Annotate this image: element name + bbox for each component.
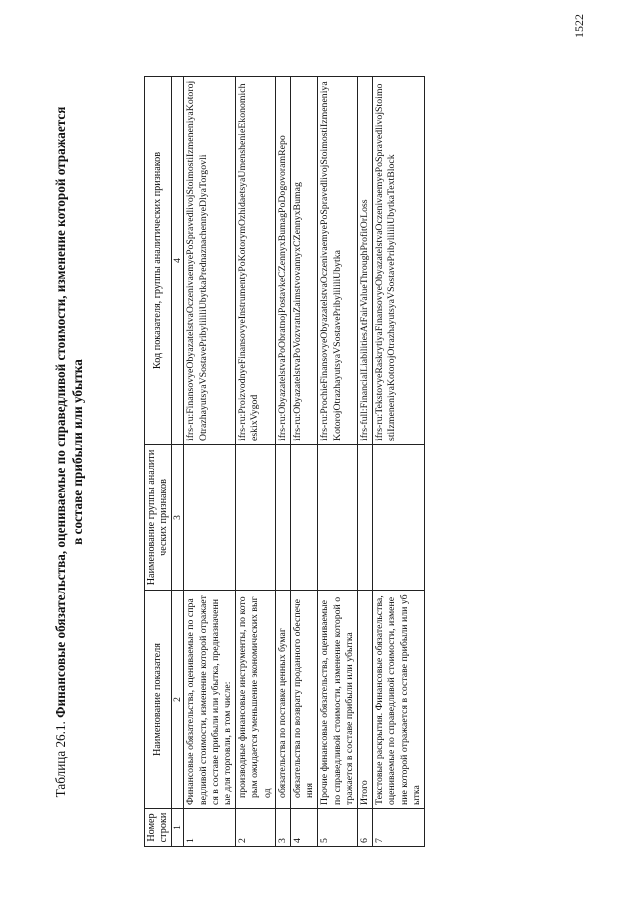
caption-prefix: Таблица 26.1. <box>53 721 68 798</box>
header-indicator-name: Наименование показателя <box>145 591 172 809</box>
table-row <box>291 77 318 847</box>
row-indicator-name: Итого <box>358 591 373 809</box>
header-group-name: Наименование группы аналитических признаков <box>145 445 172 591</box>
row-indicator-name: обязательства по поставке ценных бумаг <box>275 591 290 809</box>
page-number: 1522 <box>572 14 586 38</box>
row-indicator-name: Финансовые обязательства, оцениваемые по справедливой стоимости, изменение которой отражается в составе прибыли или убытка, предназначенные для торговли, в том числе: <box>184 591 236 809</box>
table-row <box>275 77 290 847</box>
table-row <box>236 77 276 847</box>
row-indicator-name: производные финансовые инструменты, по которым ожидается уменьшение экономических выгод <box>236 591 276 809</box>
table-row <box>184 77 236 847</box>
table-caption <box>52 57 86 847</box>
indicators-table <box>144 76 425 847</box>
row-group-name <box>275 445 290 591</box>
row-number: 2 <box>236 809 276 847</box>
column-number: 4 <box>172 77 184 445</box>
table-row <box>373 77 425 847</box>
column-number: 2 <box>172 591 184 809</box>
row-group-name <box>236 445 276 591</box>
row-indicator-name: Прочие финансовые обязательства, оцениваемые по справедливой стоимости, изменение которой отражается в составе прибыли или убытка <box>318 591 358 809</box>
row-group-name <box>291 445 318 591</box>
row-indicator-code: ifrs-ru:ObyazatelstvaPoVozvratuZaimstvovannyxCZennyxBumag <box>291 77 318 445</box>
caption-title-line1: Финансовые обязательства, оцениваемые по справедливой стоимости, изменение которой отражается <box>53 106 68 718</box>
column-number-row <box>172 77 184 847</box>
row-number: 3 <box>275 809 290 847</box>
row-indicator-code: ifrs-ru:TekstovyeRaskrytiyaFinansovyeObyazatelstvaOczenivaemyePoSpravedlivojStoimostiIzmeneniyaKotorojOtrazhayutsyaVSostavePribylililiUbytkaTextBlock <box>373 77 425 445</box>
row-number: 5 <box>318 809 358 847</box>
row-group-name <box>358 445 373 591</box>
caption-title-line2: в составе прибыли или убытка <box>70 359 85 545</box>
row-group-name <box>184 445 236 591</box>
row-indicator-code: ifrs-ru:ProizvodnyeFinansovyeInstrumentyPoKotorymOzhidaetsyaUmenshenieEkonomicheskixVygod <box>236 77 276 445</box>
row-indicator-name: Текстовые раскрытия. Финансовые обязательства, оцениваемые по справедливой стоимости, изменение которой отражается в составе прибыли или убытка <box>373 591 425 809</box>
row-indicator-code: ifrs-full:FinancialLiabilitiesAtFairValueThroughProfitOrLoss <box>358 77 373 445</box>
row-indicator-code: ifrs-ru:FinansovyeObyazatelstvaOczenivaemyePoSpravedlivojStoimostiIzmeneniyaKotorojOtrazhayutsyaVSostavePribylililiUbytkaPrednaznachennyeDlyaTorgovli <box>184 77 236 445</box>
table-row <box>358 77 373 847</box>
row-group-name <box>373 445 425 591</box>
row-indicator-code: ifrs-ru:ObyazatelstvaPoObratnojPostavkeCZennyxBumagPoDogovoramRepo <box>275 77 290 445</box>
row-indicator-code: ifrs-ru:ProchieFinansovyeObyazatelstvaOczenivaemyePoSpravedlivojStoimostiIzmeneniyaKotorojOtrazhayutsyaVSostavePribylililiUbytka <box>318 77 358 445</box>
row-number: 7 <box>373 809 425 847</box>
column-number: 3 <box>172 445 184 591</box>
header-indicator-code: Код показателя, группы аналитических признаков <box>145 77 172 445</box>
column-number: 1 <box>172 809 184 847</box>
row-number: 4 <box>291 809 318 847</box>
row-indicator-name: обязательства по возврату проданного обеспечения <box>291 591 318 809</box>
row-number: 1 <box>184 809 236 847</box>
row-group-name <box>318 445 358 591</box>
table-header-row <box>145 77 172 847</box>
header-row-number: Номер строки <box>145 809 172 847</box>
row-number: 6 <box>358 809 373 847</box>
table-row <box>318 77 358 847</box>
